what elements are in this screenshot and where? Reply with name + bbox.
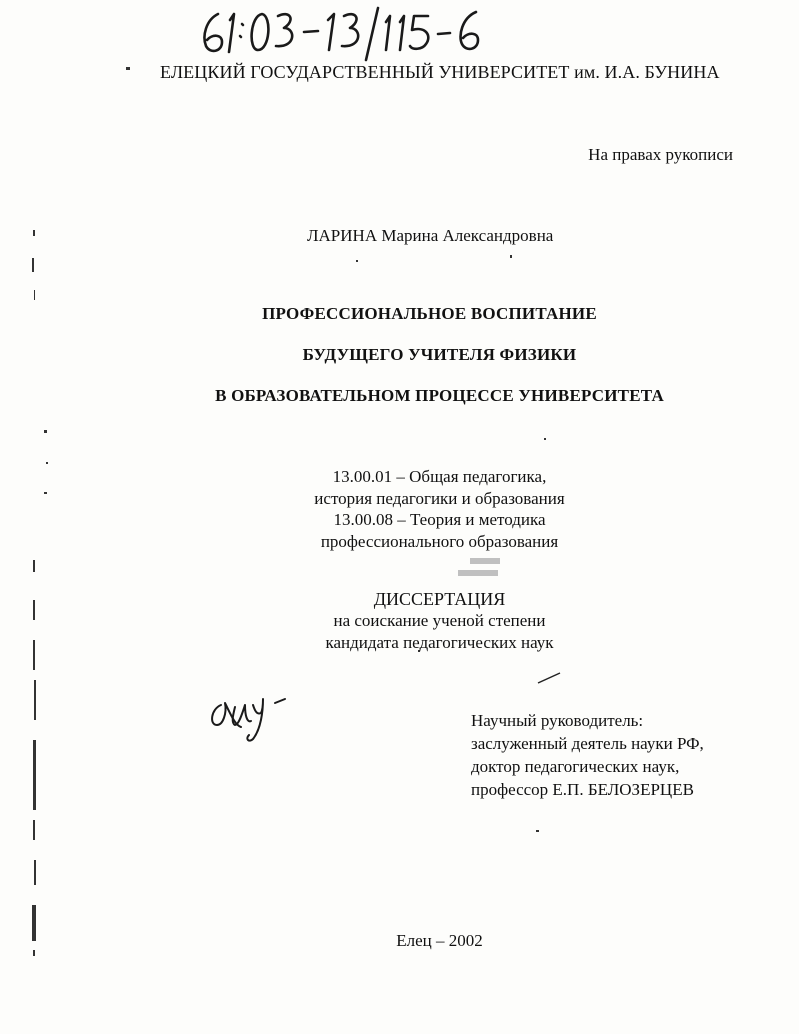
supervisor-label: Научный руководитель: xyxy=(471,711,644,730)
signature xyxy=(205,685,305,745)
city-year: Елец – 2002 xyxy=(396,931,483,950)
degree-line: на соискание ученой степени xyxy=(333,611,546,630)
specialty-line: профессионального образования xyxy=(320,531,559,551)
supervisor-line: заслуженный деятель науки РФ, xyxy=(471,734,704,753)
specialties-block xyxy=(0,466,799,552)
specialty-line: 13.00.01 – Общая педагогика, xyxy=(332,467,547,486)
manuscript-note: На правах рукописи xyxy=(588,145,733,164)
dissertation-block xyxy=(0,588,799,653)
title-line-2: БУДУЩЕГО УЧИТЕЛЯ ФИЗИКИ xyxy=(302,345,577,364)
supervisor-line: доктор педагогических наук, xyxy=(471,757,680,776)
university-name: ЕЛЕЦКИЙ ГОСУДАРСТВЕННЫЙ УНИВЕРСИТЕТ им. И.А. БУНИНА xyxy=(160,62,720,82)
degree-line: кандидата педагогических наук xyxy=(325,632,554,652)
title-line-1: ПРОФЕССИОНАЛЬНОЕ ВОСПИТАНИЕ xyxy=(262,304,597,323)
supervisor-line: профессор Е.П. БЕЛОЗЕРЦЕВ xyxy=(471,780,694,799)
specialty-line: история педагогики и образования xyxy=(314,488,565,508)
author-name: ЛАРИНА Марина Александровна xyxy=(307,226,554,245)
handwritten-archive-code xyxy=(196,6,496,62)
title-line-3: В ОБРАЗОВАТЕЛЬНОМ ПРОЦЕССЕ УНИВЕРСИТЕТА xyxy=(215,386,664,405)
specialty-line: 13.00.08 – Теория и методика xyxy=(333,510,546,529)
supervisor-block xyxy=(471,709,704,801)
dissertation-heading: ДИССЕРТАЦИЯ xyxy=(373,589,506,609)
